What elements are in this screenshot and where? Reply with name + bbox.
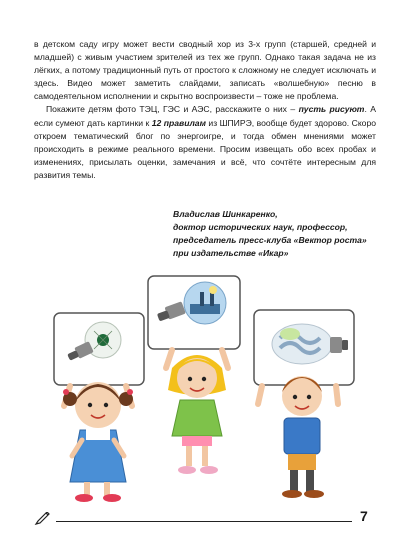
paragraph-1: в детском саду игру может вести сводный хор из 3-х групп (старшей, средней и младшей) с живым участием зрителей из тех же групп. Однако такая задача не из лёгких, а потому традиционный путь от простого к сложному не следует исключать и здесь. Видео может заметить слайдами, записать «волшебную» песню в самодеятельном исполнении и скрытно воспроизвести – тоже не проблема. bbox=[34, 39, 376, 102]
girl-left bbox=[63, 382, 133, 502]
signature-line-3: председатель пресс-клуба «Вектор роста» bbox=[173, 235, 367, 245]
girl-center bbox=[166, 350, 228, 474]
footer-rule bbox=[56, 521, 352, 522]
signature-line-4: при издательстве «Икар» bbox=[173, 248, 289, 258]
boy-right bbox=[258, 376, 338, 498]
center-sign bbox=[148, 276, 240, 349]
page-number: 7 bbox=[360, 508, 368, 524]
signature-line-2: доктор исторических наук, профессор, bbox=[173, 222, 348, 232]
right-sign bbox=[254, 310, 354, 385]
signature-line-1: Владислав Шинкаренко, bbox=[173, 209, 278, 219]
paragraph-2-part-3: из ШПИРЭ, вообще будет здорово. Скоро откроем тематический блог по энергоигре, и тогда обмен мнениями может происходить в режиме реального времени. Просим извещать обо всех пробах и изменениях, присылать оценки, замечания и всё, что сочтёте интересным для развития темы. bbox=[34, 117, 377, 180]
paragraph-2-part-1: Покажите детям фото ТЭЦ, ГЭС и АЭС, расскажите о них – bbox=[46, 104, 299, 115]
pencil-icon bbox=[34, 512, 52, 526]
paragraph-2-emphasis-2: 12 правилам bbox=[151, 117, 206, 128]
paragraph-2-part-2: . А если сумеют дать картинки к bbox=[34, 104, 376, 128]
paragraph-2-emphasis-1: пусть рисуют bbox=[298, 104, 365, 115]
left-sign bbox=[54, 313, 144, 385]
